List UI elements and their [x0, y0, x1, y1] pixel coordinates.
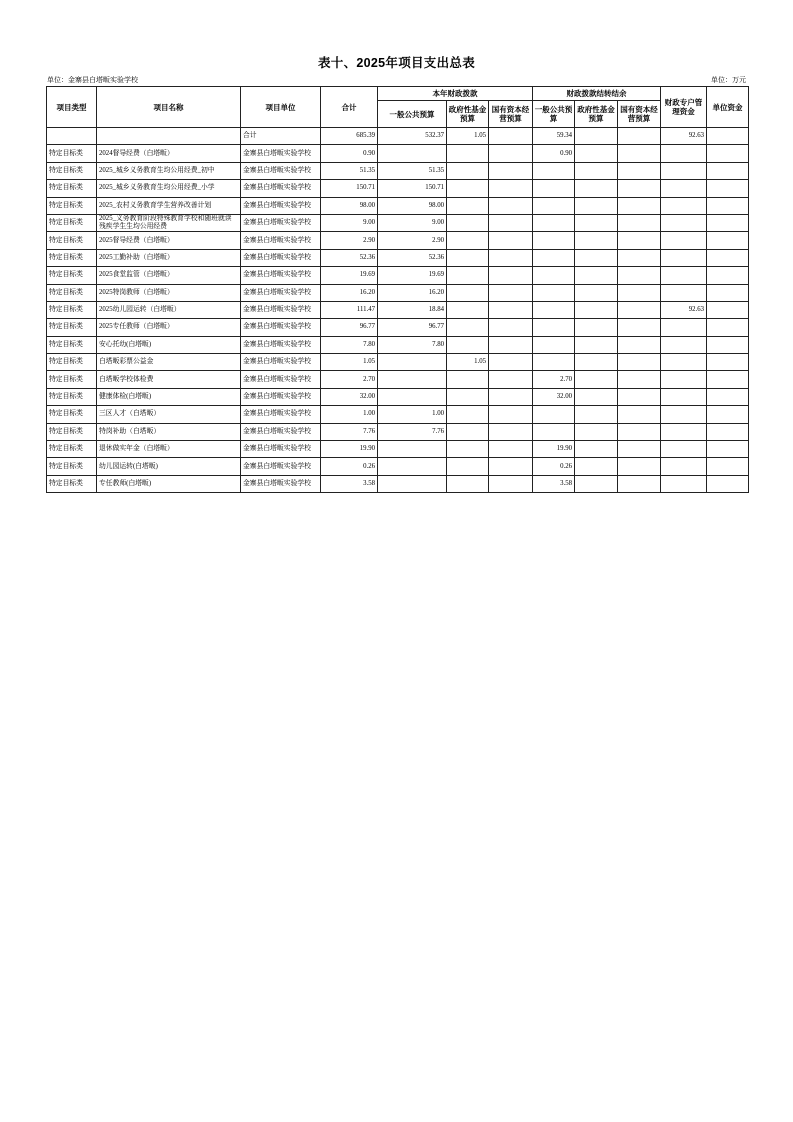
cell-carryover-gov-fund-budget [575, 162, 618, 179]
project-expenditure-table [46, 86, 749, 493]
cell-project-unit: 金寨县白塔畈实验学校 [241, 423, 321, 440]
cell-carryover-gov-fund-budget [575, 284, 618, 301]
cell-current-general-budget: 7.76 [378, 423, 447, 440]
table-row [47, 180, 749, 197]
table-row [47, 371, 749, 388]
table-row [47, 249, 749, 266]
cell-carryover-general-budget: 0.26 [533, 458, 575, 475]
cell-current-general-budget: 52.36 [378, 249, 447, 266]
cell-current-general-budget: 7.80 [378, 336, 447, 353]
cell-current-gov-fund-budget [447, 249, 489, 266]
cell-current-gov-fund-budget [447, 197, 489, 214]
cell-current-state-capital-budget [489, 180, 533, 197]
cell-current-gov-fund-budget [447, 232, 489, 249]
table-row [47, 232, 749, 249]
cell-current-general-budget [378, 441, 447, 458]
cell-special-account-funds [661, 371, 707, 388]
table-row [47, 388, 749, 405]
cell-project-unit: 金寨县白塔畈实验学校 [241, 475, 321, 492]
cell-current-gov-fund-budget [447, 180, 489, 197]
table-row [47, 475, 749, 492]
cell-project-name: 健康体检(白塔畈) [97, 388, 241, 405]
cell-project-unit: 金寨县白塔畈实验学校 [241, 458, 321, 475]
header-carryover-gov-fund-budget: 政府性基金预算 [575, 101, 618, 128]
cell-carryover-state-capital-budget [618, 145, 661, 162]
unit-organization: 单位：金寨县白塔畈实验学校 [47, 76, 138, 84]
cell-unit-funds [707, 232, 749, 249]
cell-current-state-capital-budget [489, 197, 533, 214]
cell-carryover-gov-fund-budget [575, 180, 618, 197]
header-special-account-funds: 财政专户管理资金 [661, 87, 707, 128]
cell-special-account-funds [661, 423, 707, 440]
cell-current-general-budget [378, 458, 447, 475]
cell-carryover-general-budget [533, 319, 575, 336]
cell-special-account-funds [661, 214, 707, 231]
cell-carryover-state-capital-budget [618, 128, 661, 145]
cell-special-account-funds [661, 267, 707, 284]
cell-current-gov-fund-budget [447, 475, 489, 492]
cell-project-unit: 金寨县白塔畈实验学校 [241, 249, 321, 266]
cell-carryover-state-capital-budget [618, 162, 661, 179]
cell-special-account-funds: 92.63 [661, 301, 707, 318]
cell-current-gov-fund-budget [447, 336, 489, 353]
cell-carryover-state-capital-budget [618, 441, 661, 458]
cell-special-account-funds: 92.63 [661, 128, 707, 145]
cell-current-state-capital-budget [489, 406, 533, 423]
cell-project-type: 特定目标类 [47, 249, 97, 266]
cell-unit-funds [707, 128, 749, 145]
cell-project-name: 2025幼儿园运转（白塔畈） [97, 301, 241, 318]
cell-carryover-state-capital-budget [618, 214, 661, 231]
cell-special-account-funds [661, 232, 707, 249]
cell-current-state-capital-budget [489, 267, 533, 284]
cell-current-general-budget [378, 388, 447, 405]
cell-total: 2.90 [321, 232, 378, 249]
cell-project-name [97, 128, 241, 145]
cell-unit-funds [707, 162, 749, 179]
cell-carryover-gov-fund-budget [575, 354, 618, 371]
cell-project-name: 2025_农村义务教育学生营养改善计划 [97, 197, 241, 214]
cell-carryover-gov-fund-budget [575, 232, 618, 249]
cell-project-unit: 金寨县白塔畈实验学校 [241, 162, 321, 179]
cell-carryover-general-budget [533, 197, 575, 214]
cell-carryover-gov-fund-budget [575, 319, 618, 336]
cell-project-unit: 金寨县白塔畈实验学校 [241, 441, 321, 458]
cell-total: 7.80 [321, 336, 378, 353]
cell-total: 19.69 [321, 267, 378, 284]
cell-project-type: 特定目标类 [47, 180, 97, 197]
cell-current-gov-fund-budget [447, 371, 489, 388]
cell-current-state-capital-budget [489, 249, 533, 266]
cell-unit-funds [707, 475, 749, 492]
table-row [47, 406, 749, 423]
cell-carryover-general-budget [533, 267, 575, 284]
cell-carryover-general-budget [533, 406, 575, 423]
table-row [47, 301, 749, 318]
header-carryover-balance: 财政拨款结转结余 [533, 87, 661, 101]
table-row [47, 441, 749, 458]
cell-current-general-budget: 150.71 [378, 180, 447, 197]
cell-current-state-capital-budget [489, 354, 533, 371]
cell-carryover-state-capital-budget [618, 336, 661, 353]
cell-carryover-state-capital-budget [618, 232, 661, 249]
cell-current-gov-fund-budget [447, 145, 489, 162]
cell-project-unit: 金寨县白塔畈实验学校 [241, 214, 321, 231]
cell-carryover-general-budget [533, 180, 575, 197]
cell-carryover-gov-fund-budget [575, 145, 618, 162]
cell-current-gov-fund-budget [447, 301, 489, 318]
header-current-general-budget: 一般公共预算 [378, 101, 447, 128]
header-project-unit: 项目单位 [241, 87, 321, 128]
header-current-gov-fund-budget: 政府性基金预算 [447, 101, 489, 128]
cell-carryover-gov-fund-budget [575, 249, 618, 266]
cell-carryover-gov-fund-budget [575, 406, 618, 423]
cell-project-type: 特定目标类 [47, 406, 97, 423]
cell-project-name: 2025特岗教师（白塔畈） [97, 284, 241, 301]
cell-carryover-state-capital-budget [618, 458, 661, 475]
cell-project-type: 特定目标类 [47, 371, 97, 388]
cell-project-unit: 金寨县白塔畈实验学校 [241, 232, 321, 249]
cell-project-name: 特岗补助（白塔畈） [97, 423, 241, 440]
cell-carryover-general-budget [533, 284, 575, 301]
cell-carryover-general-budget [533, 214, 575, 231]
cell-special-account-funds [661, 475, 707, 492]
cell-carryover-gov-fund-budget [575, 371, 618, 388]
cell-current-state-capital-budget [489, 301, 533, 318]
cell-carryover-general-budget: 32.00 [533, 388, 575, 405]
header-carryover-general-budget: 一般公共预算 [533, 101, 575, 128]
cell-carryover-gov-fund-budget [575, 128, 618, 145]
cell-current-gov-fund-budget [447, 319, 489, 336]
cell-total: 111.47 [321, 301, 378, 318]
cell-current-gov-fund-budget: 1.05 [447, 128, 489, 145]
cell-unit-funds [707, 441, 749, 458]
cell-current-general-budget: 19.69 [378, 267, 447, 284]
cell-current-general-budget: 2.90 [378, 232, 447, 249]
cell-carryover-state-capital-budget [618, 284, 661, 301]
cell-current-state-capital-budget [489, 336, 533, 353]
header-project-type: 项目类型 [47, 87, 97, 128]
cell-carryover-gov-fund-budget [575, 267, 618, 284]
cell-total: 1.00 [321, 406, 378, 423]
cell-carryover-state-capital-budget [618, 180, 661, 197]
cell-current-state-capital-budget [489, 441, 533, 458]
table-row [47, 423, 749, 440]
cell-carryover-general-budget [533, 354, 575, 371]
cell-project-type: 特定目标类 [47, 284, 97, 301]
cell-unit-funds [707, 180, 749, 197]
cell-unit-funds [707, 267, 749, 284]
total-row [47, 128, 749, 145]
cell-project-unit: 金寨县白塔畈实验学校 [241, 180, 321, 197]
cell-unit-funds [707, 249, 749, 266]
cell-special-account-funds [661, 458, 707, 475]
cell-special-account-funds [661, 197, 707, 214]
cell-current-gov-fund-budget: 1.05 [447, 354, 489, 371]
cell-carryover-state-capital-budget [618, 423, 661, 440]
cell-carryover-gov-fund-budget [575, 301, 618, 318]
cell-project-type: 特定目标类 [47, 475, 97, 492]
table-row [47, 162, 749, 179]
cell-carryover-state-capital-budget [618, 267, 661, 284]
cell-special-account-funds [661, 354, 707, 371]
cell-unit-funds [707, 423, 749, 440]
cell-project-name: 安心托幼(白塔畈) [97, 336, 241, 353]
cell-unit-funds [707, 406, 749, 423]
header-carryover-state-capital-budget: 国有资本经营预算 [618, 101, 661, 128]
cell-unit-funds [707, 371, 749, 388]
cell-current-general-budget: 18.84 [378, 301, 447, 318]
cell-current-state-capital-budget [489, 162, 533, 179]
cell-current-general-budget: 51.35 [378, 162, 447, 179]
cell-current-state-capital-budget [489, 423, 533, 440]
cell-current-state-capital-budget [489, 319, 533, 336]
cell-special-account-funds [661, 145, 707, 162]
cell-project-unit: 金寨县白塔畈实验学校 [241, 354, 321, 371]
table-row [47, 214, 749, 231]
cell-carryover-state-capital-budget [618, 354, 661, 371]
cell-carryover-state-capital-budget [618, 406, 661, 423]
cell-total: 3.58 [321, 475, 378, 492]
cell-carryover-gov-fund-budget [575, 441, 618, 458]
cell-current-state-capital-budget [489, 458, 533, 475]
cell-project-type: 特定目标类 [47, 336, 97, 353]
cell-total: 16.20 [321, 284, 378, 301]
cell-total: 9.00 [321, 214, 378, 231]
cell-special-account-funds [661, 406, 707, 423]
header-current-year-funding: 本年财政拨款 [378, 87, 533, 101]
cell-project-unit: 金寨县白塔畈实验学校 [241, 301, 321, 318]
cell-current-general-budget [378, 354, 447, 371]
header-unit-funds: 单位资金 [707, 87, 749, 128]
cell-current-general-budget: 98.00 [378, 197, 447, 214]
cell-carryover-gov-fund-budget [575, 336, 618, 353]
cell-total: 32.00 [321, 388, 378, 405]
header-project-name: 项目名称 [97, 87, 241, 128]
cell-total: 0.90 [321, 145, 378, 162]
table-row [47, 458, 749, 475]
cell-special-account-funds [661, 180, 707, 197]
cell-carryover-state-capital-budget [618, 388, 661, 405]
cell-carryover-general-budget [533, 423, 575, 440]
cell-carryover-gov-fund-budget [575, 475, 618, 492]
cell-current-general-budget: 532.37 [378, 128, 447, 145]
cell-project-name: 2024督导经费（白塔畈） [97, 145, 241, 162]
cell-current-state-capital-budget [489, 145, 533, 162]
cell-total: 51.35 [321, 162, 378, 179]
cell-special-account-funds [661, 441, 707, 458]
table-row [47, 284, 749, 301]
cell-unit-funds [707, 388, 749, 405]
cell-total: 150.71 [321, 180, 378, 197]
cell-total: 52.36 [321, 249, 378, 266]
table-body [47, 128, 749, 493]
cell-current-general-budget [378, 475, 447, 492]
cell-carryover-general-budget: 59.34 [533, 128, 575, 145]
cell-project-unit: 金寨县白塔畈实验学校 [241, 336, 321, 353]
cell-carryover-state-capital-budget [618, 197, 661, 214]
cell-carryover-general-budget [533, 336, 575, 353]
cell-project-type [47, 128, 97, 145]
cell-project-name: 2025_城乡义务教育生均公用经费_小学 [97, 180, 241, 197]
cell-project-type: 特定目标类 [47, 319, 97, 336]
cell-current-gov-fund-budget [447, 388, 489, 405]
table-row [47, 145, 749, 162]
cell-unit-funds [707, 336, 749, 353]
cell-current-state-capital-budget [489, 284, 533, 301]
cell-current-gov-fund-budget [447, 458, 489, 475]
cell-carryover-state-capital-budget [618, 475, 661, 492]
cell-project-name: 2025食堂监管（白塔畈） [97, 267, 241, 284]
cell-unit-funds [707, 301, 749, 318]
cell-special-account-funds [661, 249, 707, 266]
cell-project-unit: 金寨县白塔畈实验学校 [241, 388, 321, 405]
cell-carryover-general-budget [533, 249, 575, 266]
cell-carryover-general-budget: 0.90 [533, 145, 575, 162]
cell-current-gov-fund-budget [447, 423, 489, 440]
table-header [47, 87, 749, 128]
cell-current-general-budget: 16.20 [378, 284, 447, 301]
cell-carryover-gov-fund-budget [575, 197, 618, 214]
cell-total: 1.05 [321, 354, 378, 371]
table-row [47, 354, 749, 371]
cell-current-state-capital-budget [489, 214, 533, 231]
cell-project-type: 特定目标类 [47, 214, 97, 231]
cell-project-name: 退休做实年金（白塔畈） [97, 441, 241, 458]
cell-carryover-gov-fund-budget [575, 214, 618, 231]
cell-current-gov-fund-budget [447, 267, 489, 284]
cell-total: 96.77 [321, 319, 378, 336]
cell-special-account-funds [661, 319, 707, 336]
cell-project-type: 特定目标类 [47, 301, 97, 318]
cell-current-general-budget: 1.00 [378, 406, 447, 423]
cell-project-unit: 金寨县白塔畈实验学校 [241, 267, 321, 284]
cell-project-type: 特定目标类 [47, 423, 97, 440]
cell-current-gov-fund-budget [447, 214, 489, 231]
cell-project-name: 2025专任教师（白塔畈） [97, 319, 241, 336]
header-total: 合计 [321, 87, 378, 128]
cell-carryover-state-capital-budget [618, 371, 661, 388]
cell-current-gov-fund-budget [447, 162, 489, 179]
cell-project-unit: 金寨县白塔畈实验学校 [241, 371, 321, 388]
cell-carryover-general-budget [533, 232, 575, 249]
cell-project-name: 三区人才（白塔畈） [97, 406, 241, 423]
cell-unit-funds [707, 354, 749, 371]
cell-project-type: 特定目标类 [47, 232, 97, 249]
cell-current-general-budget [378, 145, 447, 162]
cell-project-name: 幼儿园运转(白塔畈) [97, 458, 241, 475]
cell-total: 685.39 [321, 128, 378, 145]
cell-current-gov-fund-budget [447, 406, 489, 423]
cell-project-unit: 金寨县白塔畈实验学校 [241, 406, 321, 423]
table-row [47, 267, 749, 284]
cell-project-name: 2025工勤补助（白塔畈） [97, 249, 241, 266]
cell-carryover-general-budget: 3.58 [533, 475, 575, 492]
cell-carryover-gov-fund-budget [575, 423, 618, 440]
table-row [47, 336, 749, 353]
cell-total: 98.00 [321, 197, 378, 214]
cell-special-account-funds [661, 284, 707, 301]
cell-carryover-gov-fund-budget [575, 458, 618, 475]
cell-current-general-budget: 9.00 [378, 214, 447, 231]
cell-unit-funds [707, 197, 749, 214]
cell-total: 0.26 [321, 458, 378, 475]
cell-total: 7.76 [321, 423, 378, 440]
cell-total: 19.90 [321, 441, 378, 458]
cell-special-account-funds [661, 388, 707, 405]
cell-unit-funds [707, 284, 749, 301]
cell-carryover-general-budget: 2.70 [533, 371, 575, 388]
cell-unit-funds [707, 319, 749, 336]
cell-project-type: 特定目标类 [47, 354, 97, 371]
cell-project-type: 特定目标类 [47, 458, 97, 475]
cell-project-unit: 金寨县白塔畈实验学校 [241, 197, 321, 214]
cell-total: 2.70 [321, 371, 378, 388]
cell-current-general-budget [378, 371, 447, 388]
cell-carryover-general-budget [533, 162, 575, 179]
cell-special-account-funds [661, 162, 707, 179]
cell-project-unit: 金寨县白塔畈实验学校 [241, 319, 321, 336]
cell-project-unit: 金寨县白塔畈实验学校 [241, 284, 321, 301]
cell-project-type: 特定目标类 [47, 267, 97, 284]
cell-current-state-capital-budget [489, 475, 533, 492]
cell-current-state-capital-budget [489, 232, 533, 249]
cell-project-type: 特定目标类 [47, 162, 97, 179]
cell-project-type: 特定目标类 [47, 197, 97, 214]
cell-current-gov-fund-budget [447, 441, 489, 458]
cell-carryover-gov-fund-budget [575, 388, 618, 405]
cell-current-general-budget: 96.77 [378, 319, 447, 336]
table-row [47, 197, 749, 214]
header-row-1 [47, 87, 749, 101]
header-current-state-capital-budget: 国有资本经营预算 [489, 101, 533, 128]
cell-current-gov-fund-budget [447, 284, 489, 301]
cell-project-unit: 合计 [241, 128, 321, 145]
cell-carryover-state-capital-budget [618, 301, 661, 318]
cell-project-type: 特定目标类 [47, 388, 97, 405]
cell-special-account-funds [661, 336, 707, 353]
cell-project-name: 2025_城乡义务教育生均公用经费_初中 [97, 162, 241, 179]
cell-project-name: 白塔畈彩票公益金 [97, 354, 241, 371]
cell-carryover-general-budget: 19.90 [533, 441, 575, 458]
cell-project-unit: 金寨县白塔畈实验学校 [241, 145, 321, 162]
cell-project-type: 特定目标类 [47, 145, 97, 162]
unit-currency: 单位：万元 [711, 76, 746, 84]
cell-unit-funds [707, 145, 749, 162]
cell-current-state-capital-budget [489, 128, 533, 145]
page-title: 表十、2025年项目支出总表 [317, 56, 475, 70]
cell-unit-funds [707, 214, 749, 231]
cell-carryover-state-capital-budget [618, 319, 661, 336]
cell-project-name: 2025_义务教育阶段特殊教育学校和随班就读残疾学生生均公用经费 [97, 214, 241, 231]
cell-current-state-capital-budget [489, 371, 533, 388]
cell-project-name: 专任教师(白塔畈) [97, 475, 241, 492]
cell-project-type: 特定目标类 [47, 441, 97, 458]
cell-carryover-general-budget [533, 301, 575, 318]
cell-current-state-capital-budget [489, 388, 533, 405]
cell-project-name: 白塔畈学校体检费 [97, 371, 241, 388]
cell-unit-funds [707, 458, 749, 475]
table-row [47, 319, 749, 336]
cell-project-name: 2025督导经费（白塔畈） [97, 232, 241, 249]
cell-carryover-state-capital-budget [618, 249, 661, 266]
